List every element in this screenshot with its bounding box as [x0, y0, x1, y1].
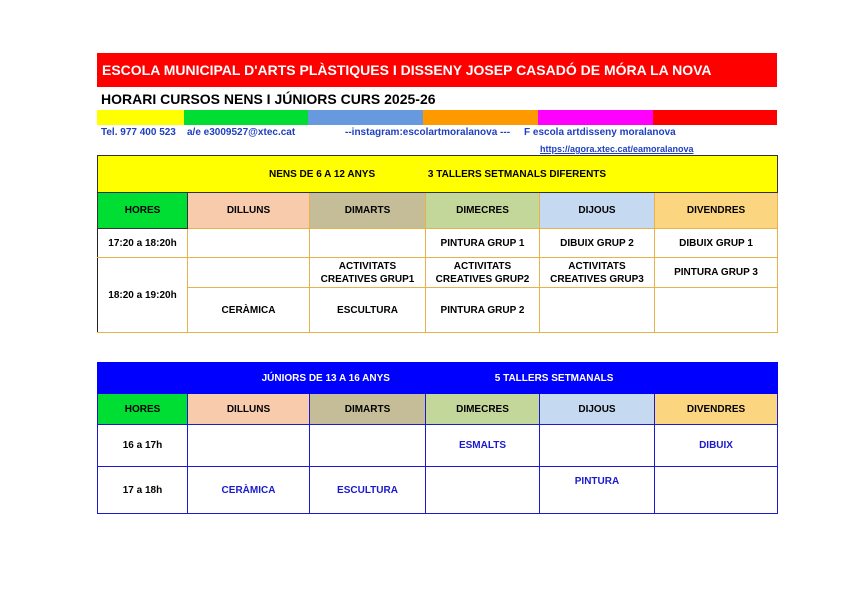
juniors-time-1: 16 a 17h	[98, 425, 188, 467]
schedule-cell: PINTURA GRUP 2	[426, 288, 540, 333]
color-strip-red	[653, 110, 777, 125]
schedule-cell	[188, 229, 310, 258]
color-strip	[97, 110, 777, 125]
contact-facebook[interactable]: F escola artdisseny moralanova	[524, 127, 676, 138]
table-row	[98, 467, 778, 514]
schedule-cell: PINTURA GRUP 1	[426, 229, 540, 258]
schedule-cell	[188, 258, 310, 288]
schedule-cell: PINTURA	[540, 467, 655, 514]
kids-time-1: 17:20 a 18:20h	[98, 229, 188, 258]
kids-day-dilluns: DILLUNS	[188, 193, 310, 229]
color-strip-blue	[308, 110, 423, 125]
kids-hores-header: HORES	[98, 193, 188, 229]
juniors-day-dijous: DIJOUS	[540, 394, 655, 425]
table-row	[98, 229, 778, 258]
page-title: ESCOLA MUNICIPAL D'ARTS PLÀSTIQUES I DISSENY JOSEP CASADÓ DE MÓRA LA NOVA	[97, 53, 777, 87]
schedule-cell: DIBUIX GRUP 2	[540, 229, 655, 258]
schedule-cell	[540, 425, 655, 467]
website-link[interactable]: https://agora.xtec.cat/eamoralanova	[540, 144, 694, 154]
kids-age-label: NENS DE 6 A 12 ANYS	[268, 168, 376, 180]
juniors-day-dilluns: DILLUNS	[188, 394, 310, 425]
schedule-cell	[655, 467, 778, 514]
schedule-cell: DIBUIX	[655, 425, 778, 467]
color-strip-orange	[423, 110, 538, 125]
kids-workshops-label: 3 TALLERS SETMANALS DIFERENTS	[427, 168, 607, 180]
kids-schedule-table	[97, 155, 778, 333]
juniors-schedule-table	[97, 362, 778, 514]
color-strip-yellow	[97, 110, 184, 125]
kids-day-divendres: DIVENDRES	[655, 193, 778, 229]
schedule-cell: ESCULTURA	[310, 288, 426, 333]
juniors-day-divendres: DIVENDRES	[655, 394, 778, 425]
color-strip-green	[184, 110, 308, 125]
juniors-workshops-label: 5 TALLERS SETMANALS	[494, 372, 614, 384]
juniors-band-cell	[98, 363, 778, 394]
juniors-day-dimecres: DIMECRES	[426, 394, 540, 425]
juniors-header-row	[98, 394, 778, 425]
juniors-age-label: JÚNIORS DE 13 A 16 ANYS	[261, 372, 390, 384]
table-row	[98, 425, 778, 467]
contact-phone: Tel. 977 400 523	[101, 127, 176, 138]
kids-day-dimecres: DIMECRES	[426, 193, 540, 229]
schedule-cell: CERÀMICA	[188, 467, 310, 514]
page-subtitle: HORARI CURSOS NENS I JÚNIORS CURS 2025-26	[101, 91, 436, 107]
juniors-hores-header: HORES	[98, 394, 188, 425]
kids-band	[98, 156, 778, 193]
schedule-cell	[540, 288, 655, 333]
schedule-cell	[310, 229, 426, 258]
schedule-cell: ESCULTURA	[310, 467, 426, 514]
kids-header-row	[98, 193, 778, 229]
schedule-cell: CERÀMICA	[188, 288, 310, 333]
juniors-day-dimarts: DIMARTS	[310, 394, 426, 425]
schedule-cell: ESMALTS	[426, 425, 540, 467]
color-strip-magenta	[538, 110, 653, 125]
schedule-cell: DIBUIX GRUP 1	[655, 229, 778, 258]
kids-day-dijous: DIJOUS	[540, 193, 655, 229]
schedule-cell: ACTIVITATS CREATIVES GRUP2	[426, 258, 540, 288]
juniors-time-2: 17 a 18h	[98, 467, 188, 514]
schedule-cell	[310, 425, 426, 467]
contact-instagram[interactable]: --instagram:escolartmoralanova ---	[345, 127, 511, 138]
schedule-cell	[655, 288, 778, 333]
contact-email[interactable]: a/e e3009527@xtec.cat	[187, 127, 296, 138]
schedule-cell	[188, 425, 310, 467]
juniors-band	[98, 363, 778, 394]
table-row	[98, 288, 778, 333]
table-row	[98, 258, 778, 288]
schedule-cell: ACTIVITATS CREATIVES GRUP3	[540, 258, 655, 288]
kids-band-cell	[98, 156, 778, 193]
schedule-cell	[426, 467, 540, 514]
kids-day-dimarts: DIMARTS	[310, 193, 426, 229]
kids-time-2: 18:20 a 19:20h	[98, 258, 188, 333]
schedule-cell: PINTURA GRUP 3	[655, 258, 778, 288]
schedule-cell: ACTIVITATS CREATIVES GRUP1	[310, 258, 426, 288]
